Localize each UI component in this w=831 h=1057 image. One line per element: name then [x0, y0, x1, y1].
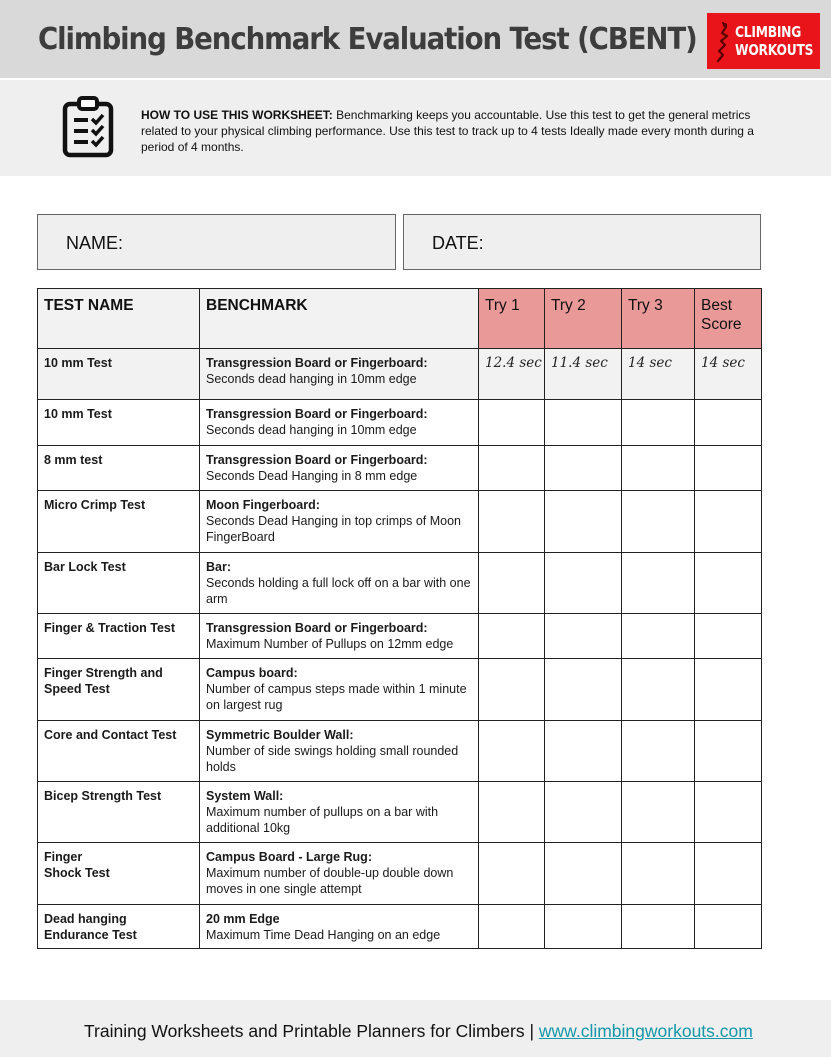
website-link[interactable]: www.climbingworkouts.com [538, 1021, 753, 1041]
try-3-cell[interactable] [622, 553, 695, 614]
try-1-cell[interactable] [479, 614, 545, 659]
climber-silhouette-icon [713, 21, 733, 63]
name-label: NAME: [66, 233, 124, 253]
header-try-1: Try 1 [479, 289, 545, 349]
table-row [38, 843, 762, 905]
header-benchmark: BENCHMARK [200, 289, 479, 349]
try-2-cell[interactable] [545, 905, 622, 949]
try-3-cell[interactable] [622, 782, 695, 843]
header-best-score: Best Score [695, 289, 762, 349]
test-name-cell [38, 491, 200, 553]
test-name-cell [38, 446, 200, 491]
table-row [38, 782, 762, 843]
try-3-cell[interactable] [622, 843, 695, 905]
try-3-cell[interactable] [622, 905, 695, 949]
benchmark-cell [200, 349, 479, 400]
test-name-line: 10 mm Test [44, 356, 112, 370]
benchmark-title: Bar: [206, 560, 232, 574]
benchmark-title: System Wall: [206, 789, 284, 803]
try-2-cell[interactable] [545, 400, 622, 446]
try-1-cell[interactable] [479, 843, 545, 905]
try-1-cell[interactable] [479, 659, 545, 721]
benchmark-description: Seconds Dead Hanging in top crimps of Moon FingerBoard [206, 514, 462, 544]
test-name-line: Dead hanging [44, 912, 127, 926]
benchmark-title: Transgression Board or Fingerboard: [206, 407, 428, 421]
best-score-cell[interactable] [695, 446, 762, 491]
best-score-cell[interactable] [695, 349, 762, 400]
try-1-cell[interactable] [479, 349, 545, 400]
benchmark-description: Seconds holding a full lock off on a bar with one arm [206, 576, 471, 606]
test-name-cell [38, 905, 200, 949]
try-2-cell[interactable] [545, 446, 622, 491]
instructions-panel [0, 80, 831, 176]
benchmark-title: Transgression Board or Fingerboard: [206, 621, 428, 635]
best-score-cell[interactable] [695, 843, 762, 905]
benchmark-description: Maximum number of pullups on a bar with additional 10kg [206, 805, 439, 835]
date-field[interactable] [403, 214, 761, 270]
best-score-cell[interactable] [695, 782, 762, 843]
score-value: 11.4 sec [551, 355, 608, 371]
test-name-cell [38, 659, 200, 721]
benchmark-cell [200, 721, 479, 782]
try-3-cell[interactable] [622, 446, 695, 491]
try-3-cell[interactable] [622, 400, 695, 446]
try-3-cell[interactable] [622, 614, 695, 659]
benchmark-description: Number of side swings holding small rounded holds [206, 744, 459, 774]
header-try-2: Try 2 [545, 289, 622, 349]
benchmark-description: Number of campus steps made within 1 minute on largest rug [206, 682, 467, 712]
logo-wordmark: CLIMBING WORKOUTS [735, 23, 814, 59]
test-name-cell [38, 843, 200, 905]
header-try-3: Try 3 [622, 289, 695, 349]
test-name-cell [38, 553, 200, 614]
try-3-cell[interactable] [622, 721, 695, 782]
test-name-line: Shock Test [44, 866, 110, 880]
benchmark-cell [200, 400, 479, 446]
benchmark-cell [200, 782, 479, 843]
try-2-cell[interactable] [545, 614, 622, 659]
try-1-cell[interactable] [479, 491, 545, 553]
benchmark-description: Maximum number of double-up double down moves in one single attempt [206, 866, 454, 896]
benchmark-cell [200, 491, 479, 553]
table-row [38, 491, 762, 553]
best-score-cell[interactable] [695, 400, 762, 446]
test-name-cell [38, 614, 200, 659]
score-value: 14 sec [701, 355, 745, 371]
try-1-cell[interactable] [479, 446, 545, 491]
try-2-cell[interactable] [545, 843, 622, 905]
name-field[interactable] [37, 214, 396, 270]
page-footer [0, 1000, 831, 1057]
benchmark-cell [200, 614, 479, 659]
try-2-cell[interactable] [545, 782, 622, 843]
test-name-line: Finger & Traction Test [44, 621, 176, 635]
header-test-name: TEST NAME [38, 289, 200, 349]
test-name-line: Bar Lock Test [44, 560, 126, 574]
try-2-cell[interactable] [545, 659, 622, 721]
try-3-cell[interactable] [622, 491, 695, 553]
instructions-body: Benchmarking keeps you accountable. Use this test to get the general metrics related to your physical climbing performance. Use this test to track up to 4 tests Ideally made every month during a period of 4 months. [141, 108, 754, 154]
test-name-line: 8 mm test [44, 453, 103, 467]
benchmark-title: Campus board: [206, 666, 298, 680]
test-name-line: Bicep Strength Test [44, 789, 162, 803]
benchmark-title: Campus Board - Large Rug: [206, 850, 372, 864]
benchmark-cell [200, 553, 479, 614]
try-1-cell[interactable] [479, 905, 545, 949]
benchmark-title: Transgression Board or Fingerboard: [206, 356, 428, 370]
table-row [38, 400, 762, 446]
benchmark-description: Seconds Dead Hanging in 8 mm edge [206, 469, 418, 483]
try-2-cell[interactable] [545, 553, 622, 614]
test-name-cell [38, 400, 200, 446]
benchmark-description: Maximum Number of Pullups on 12mm edge [206, 637, 454, 651]
test-name-line: 10 mm Test [44, 407, 112, 421]
benchmark-cell [200, 905, 479, 949]
try-2-cell[interactable] [545, 721, 622, 782]
benchmark-description: Seconds dead hanging in 10mm edge [206, 372, 417, 386]
best-score-cell[interactable] [695, 553, 762, 614]
best-score-cell[interactable] [695, 614, 762, 659]
test-name-line: Finger [44, 850, 83, 864]
best-score-cell[interactable] [695, 905, 762, 949]
footer-text: Training Worksheets and Printable Planners for Climbers | www.climbingworkouts.com [84, 1021, 753, 1041]
test-name-cell [38, 721, 200, 782]
best-score-cell[interactable] [695, 721, 762, 782]
table-row [38, 553, 762, 614]
test-name-line: Endurance Test [44, 928, 137, 942]
try-3-cell[interactable] [622, 659, 695, 721]
clipboard-checklist-icon [62, 96, 114, 158]
test-name-cell [38, 349, 200, 400]
score-value: 14 sec [628, 355, 672, 371]
table-row [38, 349, 762, 400]
date-label: DATE: [432, 233, 484, 253]
test-name-line: Core and Contact Test [44, 728, 177, 742]
try-3-cell[interactable] [622, 349, 695, 400]
benchmark-title: Symmetric Boulder Wall: [206, 728, 354, 742]
benchmark-title: 20 mm Edge [206, 912, 280, 926]
table-row [38, 659, 762, 721]
page-title: Climbing Benchmark Evaluation Test (CBENT) [38, 22, 697, 57]
test-name-line: Finger Strength and Speed Test [44, 666, 163, 696]
benchmark-cell [200, 446, 479, 491]
benchmark-cell [200, 843, 479, 905]
try-1-cell[interactable] [479, 400, 545, 446]
table-row [38, 446, 762, 491]
benchmark-cell [200, 659, 479, 721]
climbing-workouts-logo[interactable] [707, 13, 820, 69]
benchmark-description: Seconds dead hanging in 10mm edge [206, 423, 417, 437]
try-1-cell[interactable] [479, 782, 545, 843]
try-1-cell[interactable] [479, 553, 545, 614]
test-name-line: Micro Crimp Test [44, 498, 146, 512]
instructions-text [141, 107, 761, 155]
try-2-cell[interactable] [545, 491, 622, 553]
try-2-cell[interactable] [545, 349, 622, 400]
page-header [0, 0, 831, 78]
table-row [38, 905, 762, 949]
try-1-cell[interactable] [479, 721, 545, 782]
best-score-cell[interactable] [695, 659, 762, 721]
best-score-cell[interactable] [695, 491, 762, 553]
benchmark-title: Moon Fingerboard: [206, 498, 320, 512]
table-row [38, 614, 762, 659]
score-value: 12.4 sec [485, 355, 542, 371]
benchmark-description: Maximum Time Dead Hanging on an edge [206, 928, 441, 942]
test-name-cell [38, 782, 200, 843]
instructions-label: HOW TO USE THIS WORKSHEET: [141, 108, 333, 122]
table-row [38, 721, 762, 782]
table-header-row [38, 289, 762, 349]
benchmark-title: Transgression Board or Fingerboard: [206, 453, 428, 467]
benchmark-table [37, 288, 762, 949]
